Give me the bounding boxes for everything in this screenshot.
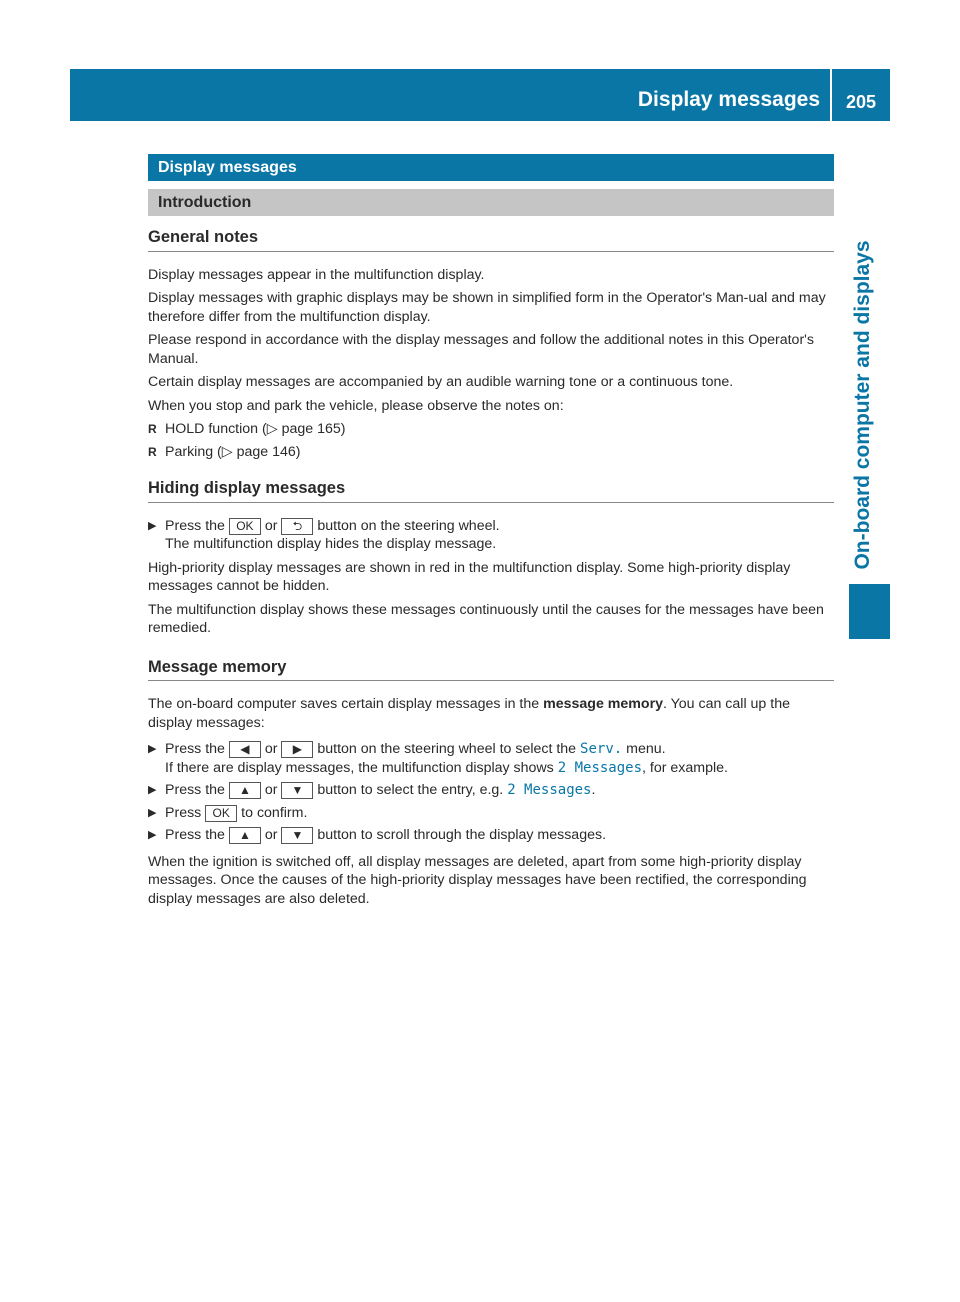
step-text: or [264, 827, 278, 843]
display-text-messages: 2 Messages [557, 759, 643, 776]
general-p4: Certain display messages are accompanied by an audible warning tone or a continuous tone. [148, 374, 734, 390]
side-tab-marker [849, 584, 890, 639]
page-number: 205 [845, 92, 877, 112]
step-text: or [264, 782, 278, 798]
display-text-messages: 2 Messages [507, 782, 592, 798]
step-result-text: If there are display messages, the multifunction display shows [165, 759, 554, 776]
intro-text: . You can call up the display messages: [148, 696, 790, 731]
step-text: Press the [165, 517, 225, 534]
hiding-step [148, 517, 834, 554]
step-text: button on the steering wheel to select the [317, 741, 577, 757]
message-memory-heading: Message memory [148, 658, 834, 682]
left-key-icon: ◀ [229, 741, 261, 758]
general-p5: When you stop and park the vehicle, please observe the notes on: [148, 397, 564, 414]
down-key-icon: ▼ [281, 827, 313, 844]
step-text: or [264, 741, 278, 757]
intro-bold-term: message memory [543, 696, 663, 712]
step-text: Press the [165, 782, 225, 798]
step-text: Press [165, 804, 202, 821]
memory-step-4 [148, 826, 834, 845]
step-text: Press the [165, 741, 225, 757]
hiding-p2: The multifunction display shows these messages continuously until the causes for the messages have been remedied. [148, 601, 824, 636]
up-key-icon: ▲ [229, 782, 261, 799]
memory-step-1 [148, 740, 834, 777]
down-key-icon: ▼ [281, 782, 313, 799]
memory-closing: When the ignition is switched off, all display messages are deleted, apart from some high-priority display messages. Once the causes of the high-priority display messages have been rectified, the corresponding display messages are also deleted. [148, 853, 807, 907]
ok-key-icon: OK [205, 805, 237, 822]
hiding-heading: Hiding display messages [148, 479, 834, 503]
side-chapter-text: On-board computer and displays [851, 240, 874, 570]
side-chapter-label [843, 225, 883, 585]
bullet-hold-function[interactable]: R HOLD function (▷ page 165) [148, 420, 834, 439]
general-p3: Please respond in accordance with the display messages and follow the additional notes in this Operator's Manual. [148, 332, 814, 367]
header-title: Display messages [637, 88, 820, 111]
general-p2: Display messages with graphic displays may be shown in simplified form in the Operator's Man-ual and may therefore differ from the multifunction display. [148, 290, 826, 325]
memory-intro [148, 695, 834, 732]
general-p1: Display messages appear in the multifunction display. [148, 266, 485, 283]
step-text: . [591, 782, 596, 798]
page-content [148, 154, 834, 908]
subsection-title: Introduction [148, 189, 834, 216]
memory-step-3 [148, 804, 834, 823]
page-header [70, 69, 890, 121]
bullet-parking[interactable]: R Parking (▷ page 146) [148, 443, 834, 462]
right-key-icon: ▶ [281, 741, 313, 758]
ok-key-icon: OK [229, 518, 261, 535]
general-notes-heading: General notes [148, 228, 834, 252]
step-text: button on the steering wheel. [317, 517, 500, 534]
step-text: button to scroll through the display messages. [317, 827, 607, 843]
step-text: button to select the entry, e.g. [317, 782, 504, 798]
intro-text: The on-board computer saves certain display messages in the [148, 696, 540, 712]
step-text: Press the [165, 827, 225, 843]
section-title: Display messages [148, 154, 834, 181]
step-text: to confirm. [241, 804, 308, 821]
memory-step-2 [148, 781, 834, 800]
up-key-icon: ▲ [229, 827, 261, 844]
step-result-text: , for example. [642, 759, 728, 776]
step-text: menu. [626, 741, 666, 757]
step-result-text: The multifunction display hides the display message. [165, 536, 497, 552]
hiding-p1: High-priority display messages are shown in red in the multifunction display. Some high-priority display messages cannot be hidden. [148, 559, 791, 594]
back-key-icon: ⮌ [281, 518, 313, 535]
display-text-serv: Serv. [580, 741, 623, 757]
step-text: or [264, 517, 278, 534]
